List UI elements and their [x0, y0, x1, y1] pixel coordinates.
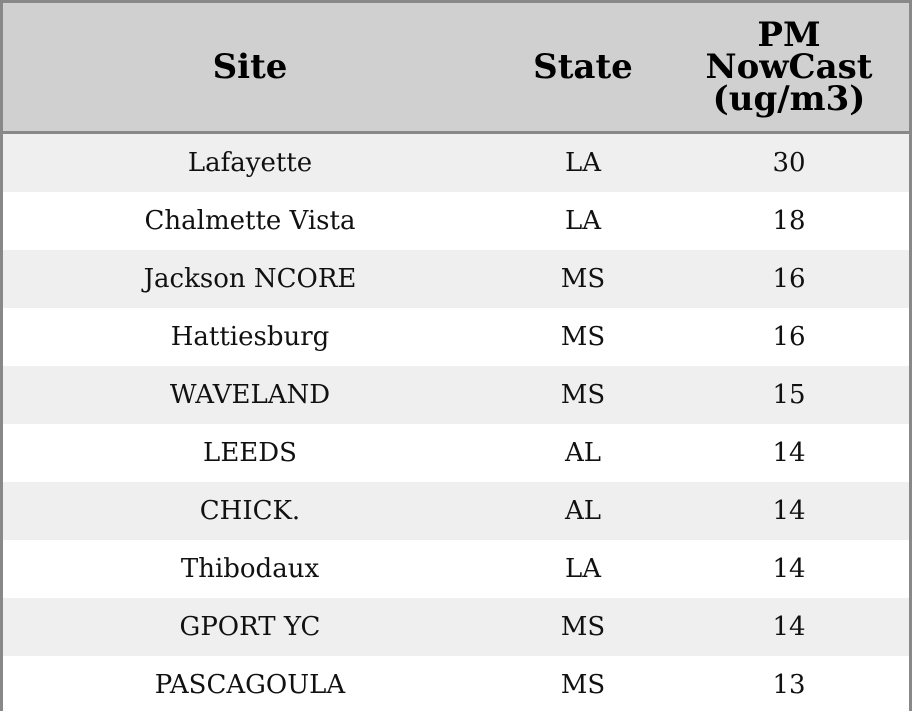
- cell-pm-value: 14: [772, 496, 806, 526]
- cell-site: LEEDS: [203, 438, 297, 468]
- table-row: [3, 308, 909, 366]
- table-row: [3, 366, 909, 424]
- cell-pm-value: 13: [772, 670, 806, 700]
- table-row: [3, 540, 909, 598]
- table-row: [3, 598, 909, 656]
- cell-state: MS: [560, 612, 606, 642]
- cell-state: MS: [560, 322, 606, 352]
- cell-pm-value: 16: [772, 322, 806, 352]
- table-row: [3, 192, 909, 250]
- table-row: [3, 656, 909, 714]
- cell-site: Jackson NCORE: [143, 264, 357, 294]
- cell-pm-value: 18: [772, 206, 806, 236]
- cell-site: PASCAGOULA: [154, 670, 346, 700]
- cell-state: MS: [560, 670, 606, 700]
- cell-site: Hattiesburg: [170, 322, 330, 352]
- table-row: [3, 134, 909, 192]
- cell-pm-value: 14: [772, 438, 806, 468]
- cell-site: Lafayette: [187, 148, 313, 178]
- cell-pm-value: 15: [772, 380, 806, 410]
- cell-state: LA: [564, 554, 602, 584]
- cell-state: AL: [564, 438, 602, 468]
- cell-site: CHICK.: [199, 496, 301, 526]
- column-header-state: State: [533, 47, 633, 87]
- column-header-pm-nowcast: PM NowCast (ug/m3): [705, 15, 873, 119]
- cell-pm-value: 14: [772, 612, 806, 642]
- table-header: [3, 3, 909, 134]
- table-row: [3, 482, 909, 540]
- cell-state: AL: [564, 496, 602, 526]
- cell-state: MS: [560, 264, 606, 294]
- cell-state: LA: [564, 148, 602, 178]
- cell-pm-value: 30: [772, 148, 806, 178]
- cell-state: MS: [560, 380, 606, 410]
- cell-site: Thibodaux: [180, 554, 320, 584]
- cell-site: WAVELAND: [169, 380, 331, 410]
- column-header-site: Site: [212, 47, 288, 87]
- cell-site: Chalmette Vista: [144, 206, 356, 236]
- table-row: [3, 250, 909, 308]
- table-row: [3, 424, 909, 482]
- cell-state: LA: [564, 206, 602, 236]
- cell-pm-value: 14: [772, 554, 806, 584]
- cell-site: GPORT YC: [179, 612, 321, 642]
- cell-pm-value: 16: [772, 264, 806, 294]
